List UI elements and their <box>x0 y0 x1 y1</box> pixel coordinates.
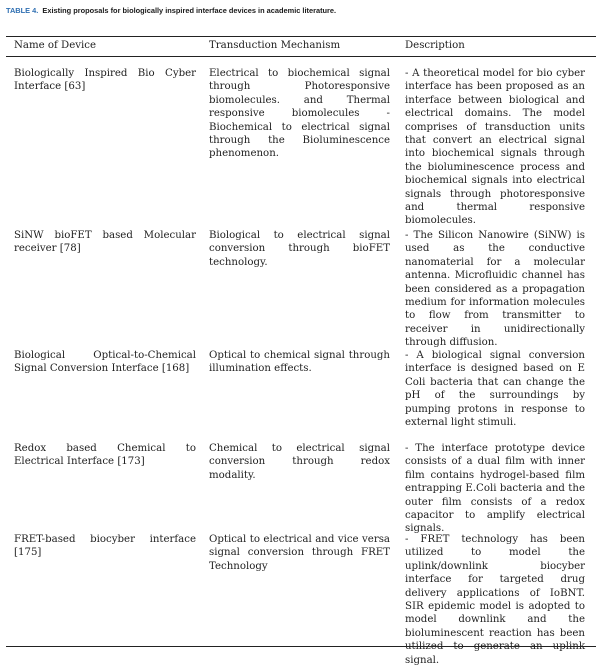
table-bottom-rule <box>6 646 596 647</box>
row-2-description: - The Silicon Nanowire (SiNW) is used as the conductive nanomaterial for a molecular antenna. Microfluidic channel has been considered as a propagation medium for information molecules to flow from transmitter to receiver in unidirectionally through diffusion. <box>405 230 585 349</box>
row-5-device-name: FRET-based biocyber interface [175] <box>14 534 196 559</box>
row-5-transduction-mechanism: Optical to electrical and vice versa signal conversion through FRET Technology <box>209 534 390 572</box>
column-header-mechanism: Transduction Mechanism <box>209 40 341 51</box>
table-caption <box>6 6 336 15</box>
row-1-transduction-mechanism: Electrical to biochemical signal through Photoresponsive biomolecules. and Thermal responsive biomolecules - Biochemical to electrical signal through the Bioluminescence phenomenon. <box>209 68 390 160</box>
column-header-description: Description <box>405 40 465 51</box>
row-3-device-name: Biological Optical-to-Chemical Signal Conversion Interface [168] <box>14 350 196 375</box>
row-3-transduction-mechanism: Optical to chemical signal through illumination effects. <box>209 350 390 375</box>
table-caption-text: Existing proposals for biologically inspired interface devices in academic literature. <box>42 6 337 15</box>
row-2-device-name: SiNW bioFET based Molecular receiver [78] <box>14 230 196 255</box>
row-4-device-name: Redox based Chemical to Electrical Interface [173] <box>14 443 196 468</box>
row-4-transduction-mechanism: Chemical to electrical signal conversion through redox modality. <box>209 443 390 481</box>
table-top-rule <box>6 36 596 37</box>
table-header-rule <box>6 56 596 57</box>
column-header-name: Name of Device <box>14 40 97 51</box>
row-2-transduction-mechanism: Biological to electrical signal conversion through bioFET technology. <box>209 230 390 268</box>
row-5-description: - FRET technology has been utilized to model the uplink/downlink biocyber interface for targeted drug delivery applications of IoBNT. SIR epidemic model is adopted to model downlink and the bioluminescent reaction has been signal. <box>405 534 585 666</box>
row-4-description: - The interface prototype device consists of a dual film with inner film contains hydrogel-based film entrapping E.Coli bacteria and the outer film consists of a redox capacitor to amplify electrical signals. <box>405 443 585 535</box>
table-caption-label: TABLE 4. <box>6 6 39 15</box>
row-3-description: - A biological signal conversion interface is designed based on E Coli bacteria that can change the pH of the surroundings by pumping protons in response to external light stimuli. <box>405 350 585 429</box>
row-1-device-name: Biologically Inspired Bio Cyber Interface [63] <box>14 68 196 93</box>
row-1-description: - A theoretical model for bio cyber interface has been proposed as an interface between biological and electrical domains. The model comprises of transduction units that convert an electrical signal into biochemical signals through the bioluminescence process and biochemical signals into electrical signals through photoresponsive and thermal responsive biomolecules. <box>405 68 585 227</box>
